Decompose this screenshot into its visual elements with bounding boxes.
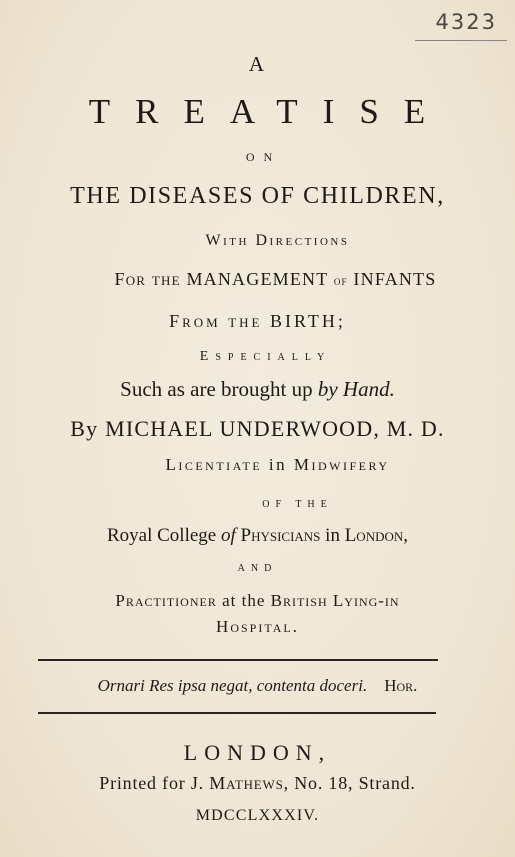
author-london: London, [344, 525, 408, 546]
subtitle-management: MANAGEMENT [186, 269, 329, 289]
subtitle-especially: Especially [199, 349, 332, 364]
imprint-city: LONDON, [183, 740, 332, 765]
imprint-address: No. 18, Strand. [294, 773, 416, 793]
author-midwifery: Midwifery [293, 455, 390, 474]
subtitle-management-line [0, 269, 515, 290]
shelfmark-annotation: 4323 [435, 10, 497, 34]
imprint-printed-for: Printed for J. [99, 773, 204, 793]
subtitle-from-the: From the [169, 311, 263, 331]
author-name: MICHAEL UNDERWOOD, M. D. [105, 416, 445, 441]
rule-bottom [38, 712, 436, 714]
imprint-year: MDCCLXXXIV. [195, 807, 320, 824]
author-practitioner: Practitioner [115, 591, 217, 610]
author-licentiate-line [0, 455, 515, 475]
author-physicians: Physicians [240, 525, 321, 546]
author-and: AND [237, 563, 278, 574]
subtitle-birth-line [0, 311, 515, 332]
subtitle-for-the: For the [114, 269, 181, 289]
author-at-the: at the [222, 591, 266, 610]
motto-text: Ornari Res ipsa negat, contenta doceri. [97, 676, 368, 695]
title-on: ON [245, 150, 282, 164]
subtitle-infants: INFANTS [353, 269, 437, 289]
author-licentiate: Licentiate [165, 455, 263, 474]
title-subject: THE DISEASES OF CHILDREN, [70, 183, 445, 209]
subtitle-of: of [333, 273, 348, 288]
author-royal-college: Royal College [106, 525, 217, 546]
subtitle-birth: BIRTH; [269, 311, 346, 331]
author-by: By [70, 416, 99, 441]
imprint-printer: Mathews, [209, 773, 289, 793]
shelfmark-underline [415, 40, 507, 41]
author-in-2: in [325, 525, 340, 546]
author-college-line [0, 525, 515, 547]
subtitle-hand-line [0, 377, 515, 402]
imprint-printer-line [0, 773, 515, 794]
motto-line [0, 676, 515, 696]
subtitle-by-hand: by Hand. [317, 377, 395, 401]
subtitle-with-directions: With Directions [205, 232, 350, 249]
title-main: TREATISE [88, 92, 451, 131]
author-of-the: OF THE [262, 499, 333, 510]
motto-source: Hor. [384, 676, 418, 695]
author-of: of [220, 525, 236, 546]
author-line [0, 416, 515, 442]
subtitle-such-as: Such as are brought up [120, 377, 313, 401]
author-practitioner-line [0, 591, 515, 611]
author-british-lying-in: British Lying-in [270, 591, 400, 610]
author-hospital: Hospital. [216, 617, 299, 636]
author-in: in [268, 455, 288, 474]
title-article: A [248, 52, 267, 76]
rule-top [38, 659, 438, 661]
